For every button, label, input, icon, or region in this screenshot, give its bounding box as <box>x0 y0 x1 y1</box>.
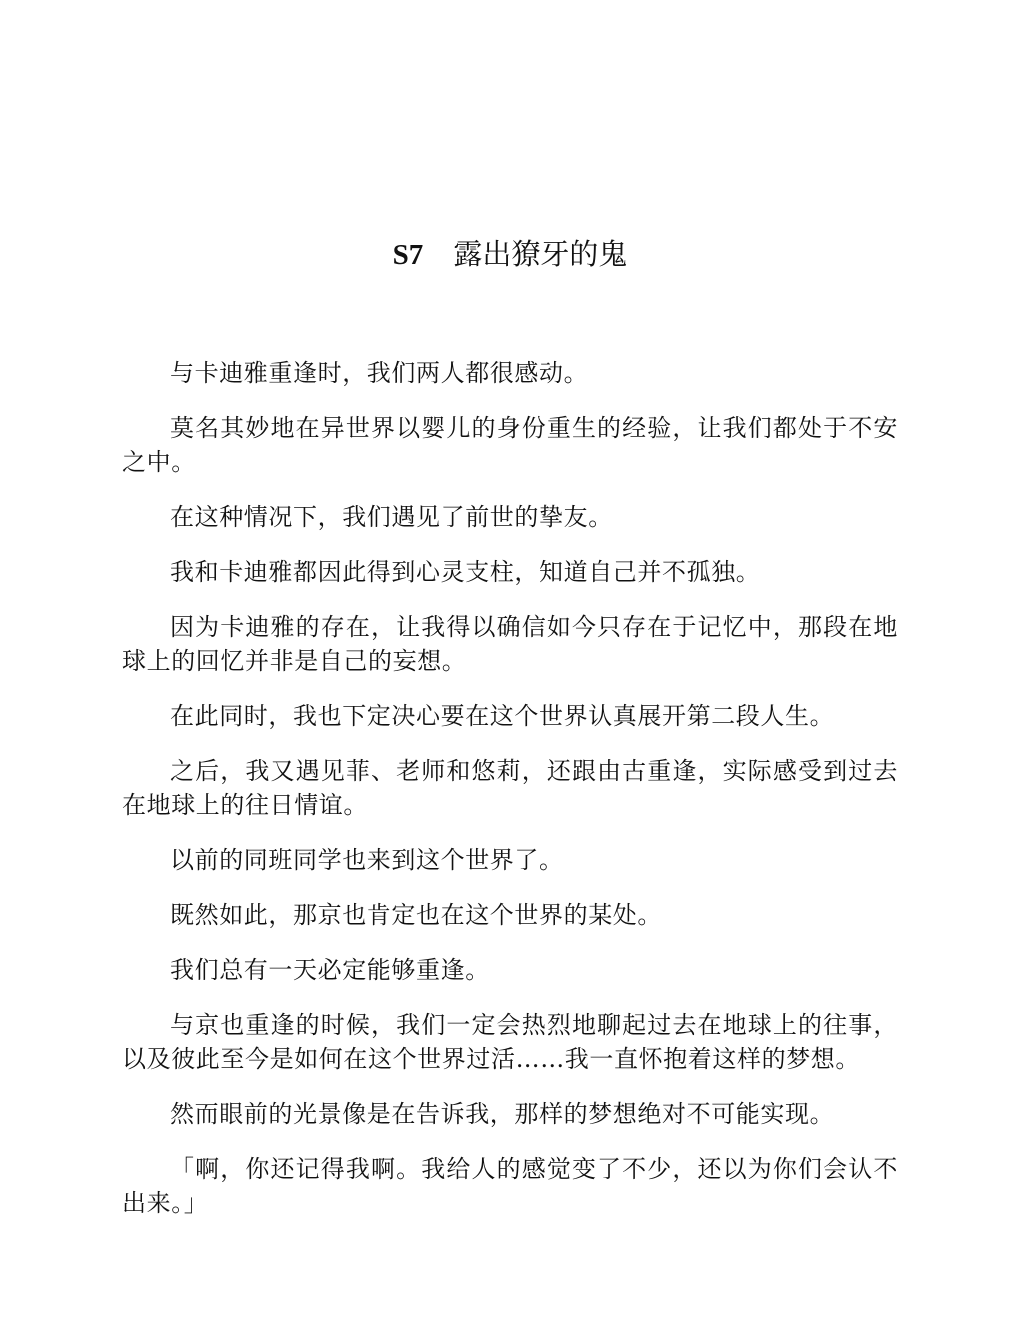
paragraph: 莫名其妙地在异世界以婴儿的身份重生的经验，让我们都处于不安之中。 <box>122 414 898 476</box>
paragraph: 我们总有一天必定能够重逢。 <box>170 956 490 984</box>
chapter-heading <box>0 232 1020 277</box>
paragraph: 因为卡迪雅的存在，让我得以确信如今只存在于记忆中，那段在地球上的回忆并非是自己的妄想。 <box>122 613 898 675</box>
body-text <box>122 356 898 1241</box>
paragraph: 以前的同班同学也来到这个世界了。 <box>170 846 564 874</box>
chapter-number: S7 <box>392 239 424 271</box>
paragraph: 与京也重逢的时候，我们一定会热烈地聊起过去在地球上的往事，以及彼此至今是如何在这个世界过活……我一直怀抱着这样的梦想。 <box>122 1011 898 1073</box>
paragraph: 既然如此，那京也肯定也在这个世界的某处。 <box>170 901 662 929</box>
paragraph: 在此同时，我也下定决心要在这个世界认真展开第二段人生。 <box>170 702 835 730</box>
paragraph: 在这种情况下，我们遇见了前世的挚友。 <box>170 503 613 531</box>
paragraph: 我和卡迪雅都因此得到心灵支柱，知道自己并不孤独。 <box>170 558 761 586</box>
chapter-title: 露出獠牙的鬼 <box>453 237 628 271</box>
paragraph: 「啊，你还记得我啊。我给人的感觉变了不少，还以为你们会认不出来。」 <box>122 1155 898 1217</box>
paragraph: 然而眼前的光景像是在告诉我，那样的梦想绝对不可能实现。 <box>170 1100 835 1128</box>
paragraph: 之后，我又遇见菲、老师和悠莉，还跟由古重逢，实际感受到过去在地球上的往日情谊。 <box>122 757 898 819</box>
paragraph: 与卡迪雅重逢时，我们两人都很感动。 <box>170 359 589 387</box>
